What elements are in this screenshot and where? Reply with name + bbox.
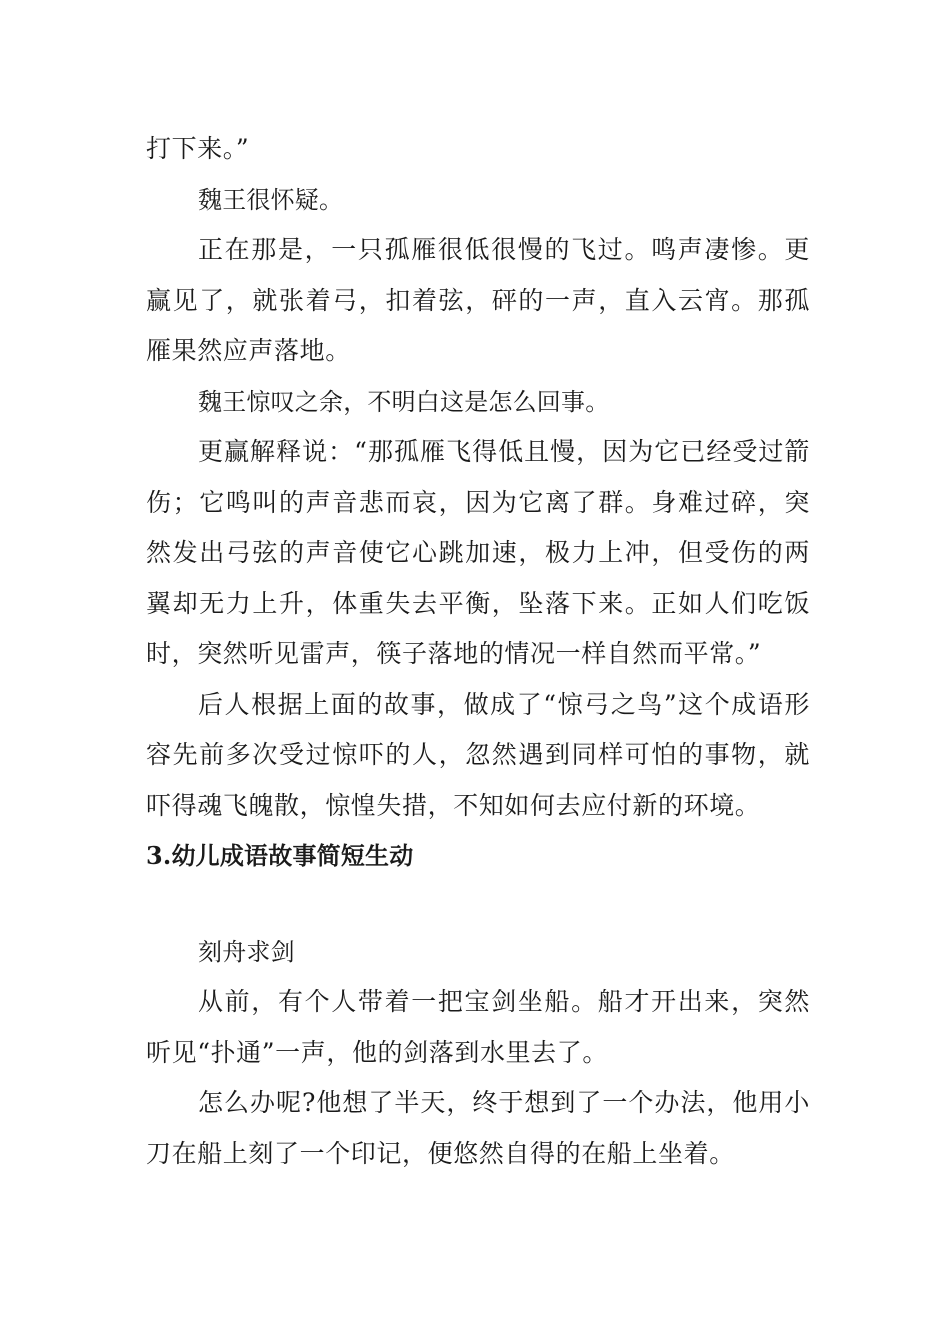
paragraph-idiom-meaning: 后人根据上面的故事，做成了“惊弓之鸟”这个成语形容先前多次受过惊吓的人，忽然遇到同样可怕的事物，就吓得魂飞魄散，惊惶失措，不知如何去应付新的环境。 <box>146 689 810 820</box>
paragraph-sword-falls: 从前，有个人带着一把宝剑坐船。船才开出来，突然听见“扑通”一声，他的剑落到水里去了。 <box>146 987 810 1067</box>
blank-line <box>146 882 810 927</box>
section-heading: 3.幼儿成语故事简短生动 <box>146 841 414 870</box>
paragraph-wei-king-wonder: 魏王惊叹之余，不明白这是怎么回事。 <box>198 387 610 416</box>
paragraph-carves-mark: 怎么办呢?他想了半天，终于想到了一个办法，他用小刀在船上刻了一个印记，便悠然自得的在船上坐着。 <box>146 1088 810 1168</box>
document-page <box>146 124 810 1179</box>
paragraph-wei-king-doubt: 魏王很怀疑。 <box>198 185 344 214</box>
paragraph-continuation: 打下来。” <box>146 134 250 163</box>
paragraph-geng-ying-explains: 更赢解释说：“那孤雁飞得低且慢，因为它已经受过箭伤；它鸣叫的声音悲而哀，因为它离了群。身难过碎，突然发出弓弦的声音使它心跳加速，极力上冲，但受伤的两翼却无力上升，体重失去平衡，坠落下来。正如人们吃饭时，突然听见雷声，筷子落地的情况一样自然而平常。” <box>146 437 810 668</box>
paragraph-lone-goose: 正在那是，一只孤雁很低很慢的飞过。鸣声凄惨。更赢见了，就张着弓，扣着弦，砰的一声，直入云宵。那孤雁果然应声落地。 <box>146 235 810 365</box>
story-title: 刻舟求剑 <box>198 937 295 966</box>
